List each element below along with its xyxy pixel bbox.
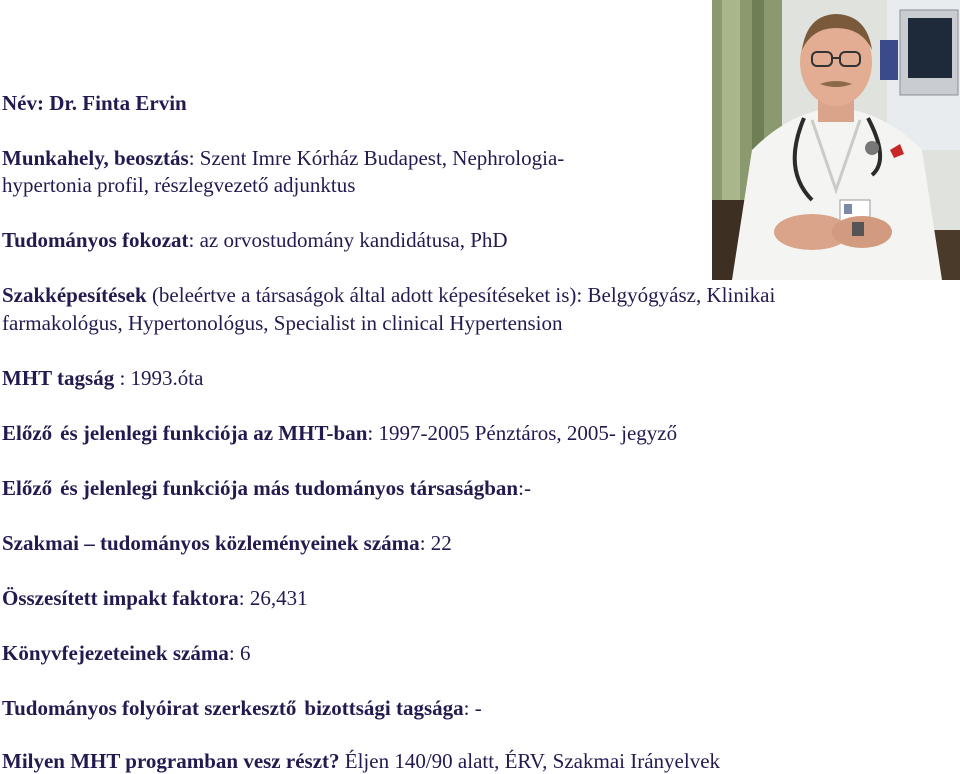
portrait-photo	[712, 0, 960, 280]
editorial-label-b: bizottsági tagsága	[304, 696, 464, 720]
specialty-value: (beleértve a társaságok által adott képesítéseket is): Belgyógyász, Klinikai	[146, 283, 776, 307]
other-role-value: :-	[518, 476, 531, 500]
other-role-label-a: Előző	[2, 476, 53, 500]
publications-label: Szakmai – tudományos közleményeinek száma	[2, 531, 420, 555]
mht-role-value: : 1997-2005 Pénztáros, 2005- jegyző	[367, 421, 678, 445]
editorial-line	[2, 696, 482, 720]
program-value: Éljen 140/90 alatt, ÉRV, Szakmai Irányelvek	[339, 749, 721, 773]
name-value: Dr. Finta Ervin	[49, 91, 187, 115]
editorial-label-a: Tudományos folyóirat szerkesztő	[2, 696, 297, 720]
specialty-line	[2, 283, 775, 307]
degree-value: : az orvostudomány kandidátusa, PhD	[188, 228, 508, 252]
specialty-line-2	[2, 311, 562, 335]
other-role-line	[2, 476, 531, 500]
specialty-value-cont: farmakológus, Hypertonológus, Specialist in clinical Hypertension	[2, 311, 563, 335]
publications-line	[2, 531, 452, 555]
mht-role-line	[2, 421, 677, 445]
chapters-line	[2, 641, 250, 665]
workplace-label: Munkahely, beosztás	[2, 146, 189, 170]
membership-label: MHT tagság	[2, 366, 115, 390]
membership-line	[2, 366, 203, 390]
impact-label: Összesített impakt faktora	[2, 586, 239, 610]
workplace-line-2	[2, 173, 355, 197]
specialty-label: Szakképesítések	[2, 283, 147, 307]
degree-line	[2, 228, 508, 252]
impact-value: : 26,431	[238, 586, 308, 610]
mht-role-label-a: Előző	[2, 421, 53, 445]
membership-value: : 1993.óta	[114, 366, 204, 390]
workplace-value-cont: hypertonia profil, részlegvezető adjunktus	[2, 173, 356, 197]
workplace-line	[2, 146, 564, 170]
chapters-value: : 6	[228, 641, 251, 665]
name-label: Név:	[2, 91, 44, 115]
impact-line	[2, 586, 308, 610]
publications-value: : 22	[419, 531, 452, 555]
other-role-label-b: és jelenlegi funkciója más tudományos társaságban	[60, 476, 519, 500]
editorial-value: : -	[463, 696, 482, 720]
mht-role-label-b: és jelenlegi funkciója az MHT-ban	[60, 421, 368, 445]
program-line	[2, 749, 720, 773]
name-line	[2, 91, 187, 115]
program-label: Milyen MHT programban vesz részt?	[2, 749, 340, 773]
chapters-label: Könyvfejezeteinek száma	[2, 641, 229, 665]
degree-label: Tudományos fokozat	[2, 228, 189, 252]
workplace-value: : Szent Imre Kórház Budapest, Nephrologia-	[188, 146, 565, 170]
